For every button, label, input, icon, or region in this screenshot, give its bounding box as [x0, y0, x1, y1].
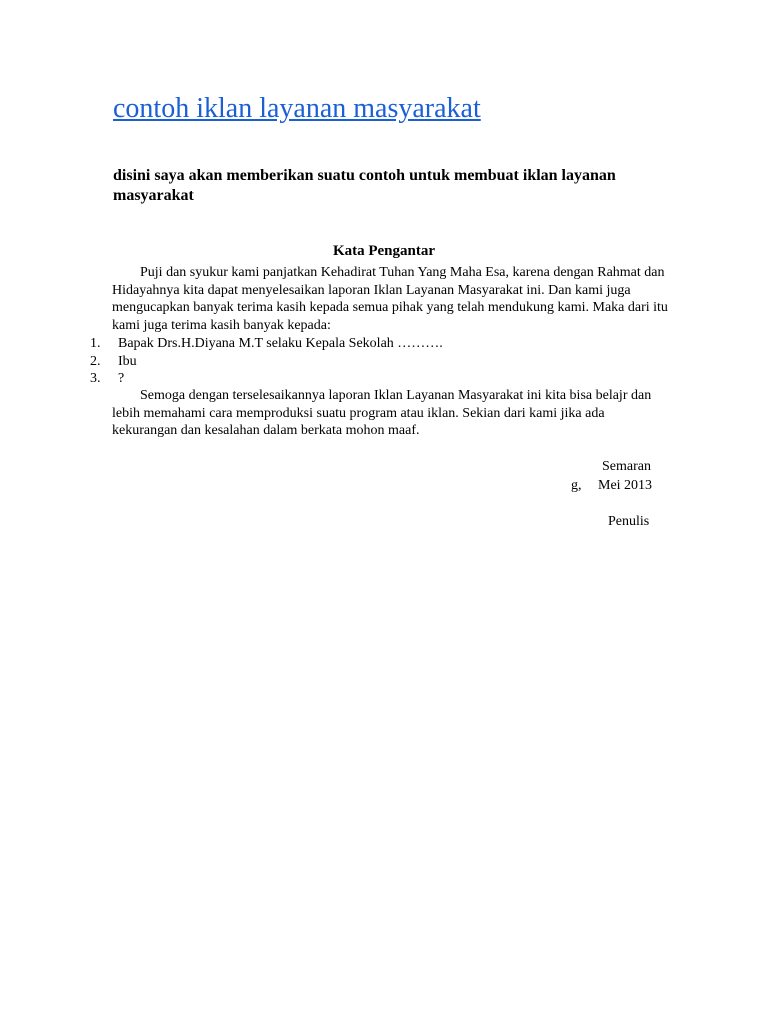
intro-paragraph: Puji dan syukur kami panjatkan Kehadirat Tuhan Yang Maha Esa, karena dengan Rahmat dan Hidayahnya kita dapat menyelesaikan laporan Iklan Layanan Masyarakat ini. Dan kami juga mengucapkan banyak terima kasih kepada semua pihak yang telah mendukung kami. Maka dari itu kami juga terima kasih banyak kepada: — [112, 265, 668, 333]
list-item — [0, 370, 700, 388]
thanks-list — [0, 335, 700, 388]
signature-city: Semaran — [602, 459, 651, 474]
list-item — [0, 335, 700, 353]
list-item-text: Bapak Drs.H.Diyana M.T selaku Kepala Sekolah ………. — [118, 336, 443, 351]
list-item-number: 3. — [90, 371, 101, 386]
list-item-number: 2. — [90, 353, 101, 369]
list-item — [0, 353, 700, 371]
list-item-text: ? — [118, 371, 125, 386]
signature-author: Penulis — [608, 514, 650, 529]
list-item-text: Ibu — [118, 353, 137, 369]
closing-paragraph: Semoga dengan terselesaikannya laporan Iklan Layanan Masyarakat ini kita bisa belajr dan lebih memahami cara memproduksi suatu program atau iklan. Sekian dari kami jika ada kekurangan dan kesalahan dalam berkata mohon maaf. — [112, 388, 652, 438]
document-heading: Kata Pengantar — [332, 243, 436, 259]
page-subtitle: disini saya akan memberikan suatu contoh untuk membuat iklan layanan masyarakat — [113, 167, 616, 204]
page-title-link[interactable]: contoh iklan layanan masyarakat — [113, 93, 481, 124]
list-item-number: 1. — [90, 336, 101, 351]
signature-date: Mei 2013 — [598, 478, 653, 493]
signature-city-suffix: g, — [571, 478, 582, 493]
